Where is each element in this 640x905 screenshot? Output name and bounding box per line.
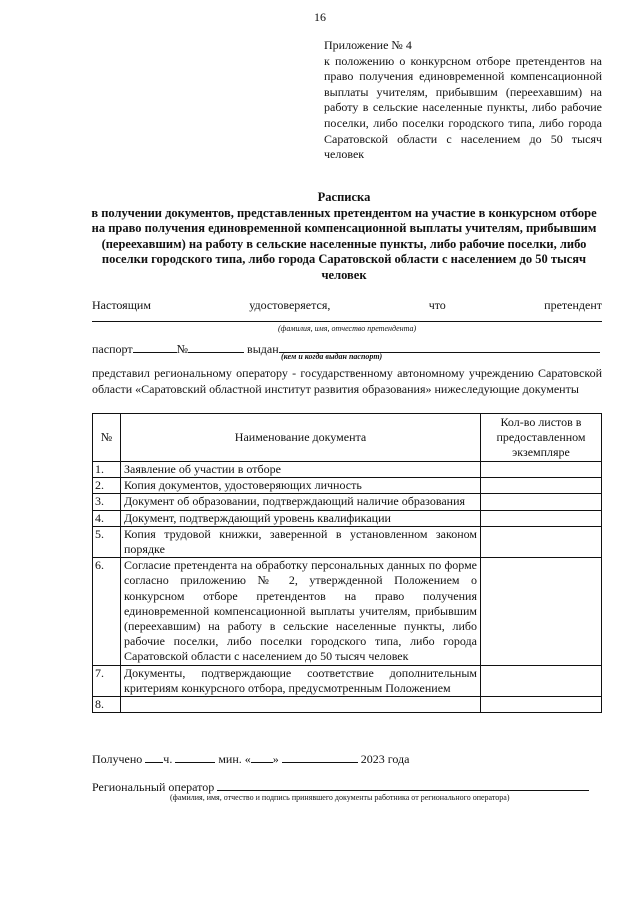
row-document[interactable] bbox=[121, 697, 481, 713]
row-document: Заявление об участии в отборе bbox=[121, 462, 481, 478]
confirm-word-4: претендент bbox=[544, 298, 602, 312]
operator-caption: (фамилия, имя, отчество и подпись принявшего документы работника от регионального оператора) bbox=[170, 793, 510, 802]
minutes-field[interactable] bbox=[175, 751, 215, 763]
quote-close: » bbox=[272, 752, 279, 766]
col-header-number: № bbox=[93, 414, 121, 462]
row-document: Согласие претендента на обработку персональных данных по форме согласно приложению № 2, утвержденной Положением о конкурсном отборе претендентов на право получения единовременной компенсационной выплаты учителям, прибывшим (переехавшим) на работу в сельские населенные пункты, либо рабочие поселки, либо поселки городского типа, либо города Саратовской области с населением до 50 тысяч человек bbox=[121, 558, 481, 665]
table-row bbox=[93, 558, 602, 665]
passport-number-sign: № bbox=[176, 342, 189, 356]
row-pages-cell[interactable] bbox=[481, 494, 602, 510]
row-number: 8. bbox=[93, 697, 121, 713]
row-document: Копия трудовой книжки, заверенной в установленном законом порядке bbox=[121, 526, 481, 557]
row-number: 1. bbox=[93, 462, 121, 478]
row-document: Документ, подтверждающий уровень квалификации bbox=[121, 510, 481, 526]
table-row bbox=[93, 665, 602, 696]
passport-series-field[interactable] bbox=[133, 341, 177, 353]
confirm-word-3: что bbox=[428, 298, 446, 312]
table-row bbox=[93, 526, 602, 557]
table-row bbox=[93, 462, 602, 478]
table-row bbox=[93, 510, 602, 526]
row-number: 7. bbox=[93, 665, 121, 696]
appendix-text: к положению о конкурсном отборе претендентов на право получения единовременной компенсационной выплаты учителям, прибывшим (переехавшим) на работу в сельские населенные пункты, либо рабочие поселки, либо поселки городского типа, либо города Саратовской области с населением до 50 тысяч человек bbox=[324, 53, 602, 162]
page-number: 16 bbox=[314, 10, 326, 24]
row-number: 3. bbox=[93, 494, 121, 510]
applicant-name-line[interactable] bbox=[92, 313, 602, 322]
confirmation-line bbox=[92, 298, 602, 313]
passport-label: паспорт bbox=[92, 342, 133, 356]
operator-label: Региональный оператор bbox=[92, 780, 215, 794]
hours-field[interactable] bbox=[145, 751, 163, 763]
row-pages-cell[interactable] bbox=[481, 665, 602, 696]
passport-caption: (кем и когда выдан паспорт) bbox=[281, 352, 383, 361]
row-document: Документы, подтверждающие соответствие дополнительным критериям конкурсного отбора, предусмотренным Положением bbox=[121, 665, 481, 696]
minutes-label: мин. « bbox=[218, 752, 251, 766]
operator-signature-field[interactable] bbox=[217, 779, 589, 791]
row-document: Документ об образовании, подтверждающий наличие образования bbox=[121, 494, 481, 510]
row-number: 6. bbox=[93, 558, 121, 665]
table-header-row bbox=[93, 414, 602, 462]
row-number: 5. bbox=[93, 526, 121, 557]
table-row bbox=[93, 494, 602, 510]
receipt-heading bbox=[86, 190, 602, 283]
year-label: 2023 года bbox=[360, 752, 410, 766]
day-field[interactable] bbox=[251, 751, 273, 763]
row-pages-cell[interactable] bbox=[481, 478, 602, 494]
table-row bbox=[93, 697, 602, 713]
received-line bbox=[92, 751, 409, 767]
confirm-word-2: удостоверяется, bbox=[249, 298, 331, 312]
col-header-pages: Кол-во листов в предоставленном экземпляре bbox=[481, 414, 602, 462]
passport-number-field[interactable] bbox=[188, 341, 244, 353]
intro-text: представил региональному оператору - государственному автономному учреждению Саратовской области «Саратовский областной институт развития образования» нижеследующие документы bbox=[92, 366, 602, 396]
applicant-name-caption: (фамилия, имя, отчество претендента) bbox=[278, 324, 417, 333]
table-row bbox=[93, 478, 602, 494]
hours-label: ч. bbox=[163, 752, 173, 766]
row-pages-cell[interactable] bbox=[481, 526, 602, 557]
row-pages-cell[interactable] bbox=[481, 558, 602, 665]
receipt-title: Расписка bbox=[317, 190, 371, 204]
row-number: 4. bbox=[93, 510, 121, 526]
row-number: 2. bbox=[93, 478, 121, 494]
row-pages-cell[interactable] bbox=[481, 510, 602, 526]
row-pages-cell[interactable] bbox=[481, 462, 602, 478]
confirm-word-1: Настоящим bbox=[92, 298, 151, 312]
documents-table bbox=[92, 413, 602, 713]
row-document: Копия документов, удостоверяющих личность bbox=[121, 478, 481, 494]
row-pages-cell[interactable] bbox=[481, 697, 602, 713]
passport-issued-label: выдан bbox=[247, 342, 279, 356]
month-field[interactable] bbox=[282, 751, 358, 763]
receipt-subtitle: в получении документов, представленных претендентом на участие в конкурсном отборе на право получения единовременной компенсационной выплаты учителям, прибывшим (переехавшим) на работу в сельские населенные пункты, либо рабочие поселки, либо поселки городского типа, либо города Саратовской области с населением до 50 тысяч человек bbox=[91, 205, 597, 282]
received-label: Получено bbox=[92, 752, 143, 766]
appendix-header bbox=[324, 38, 602, 163]
appendix-title: Приложение № 4 bbox=[324, 38, 412, 52]
col-header-document: Наименование документа bbox=[121, 414, 481, 462]
